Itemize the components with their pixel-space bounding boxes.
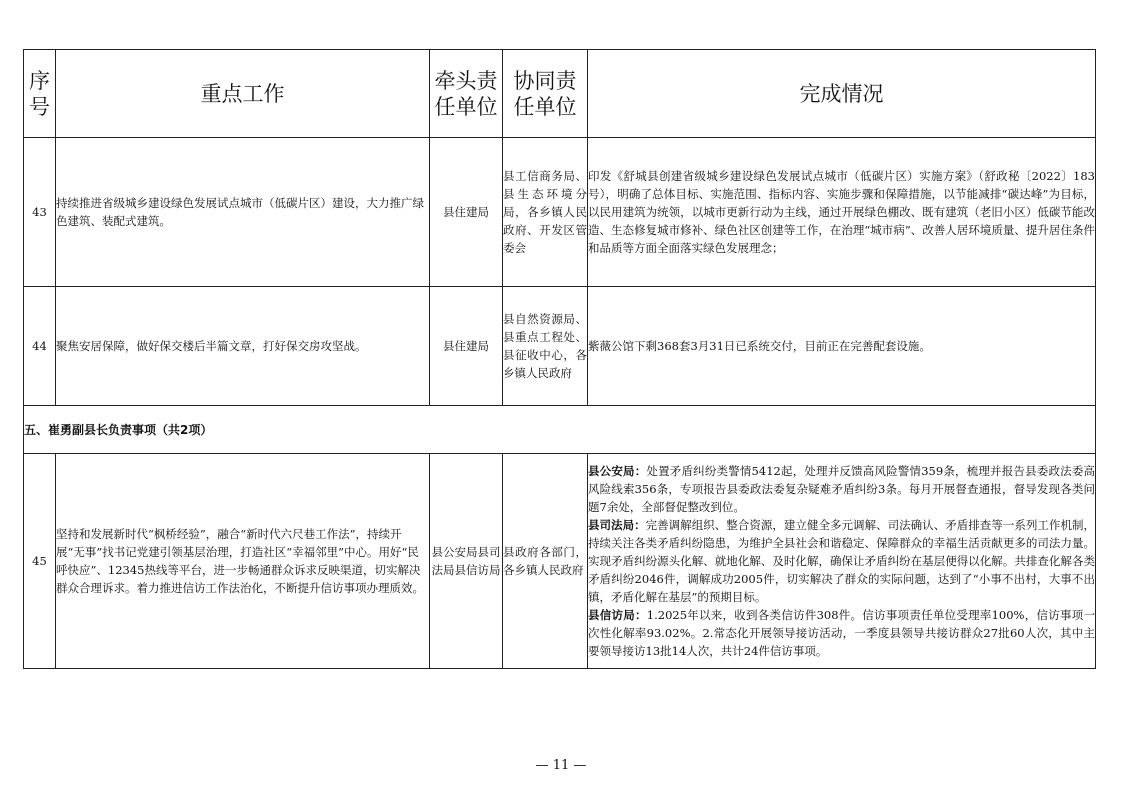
- status-entry-text: 处置矛盾纠纷类警情5412起，处理并反馈高风险警情359条，梳理并报告县委政法委高风险线索356条，专项报告县委政法委复杂疑难矛盾纠纷3条。每月开展督查通报，督导发现各类问题7余处，全部督促整改到位。: [588, 464, 1096, 514]
- row-lead-unit: 县住建局: [430, 287, 503, 406]
- row-status: 印发《舒城县创建省级城乡建设绿色发展试点城市（低碳片区）实施方案》（舒政秘〔2022〕183号），明确了总体目标、实施范围、指标内容、实施步骤和保障措施，以节能减排“碳达峰”为目标，以民用建筑为统领，以城市更新行动为主线，通过开展绿色棚改、既有建筑（老旧小区）低碳节能改造、生态修复城市修补、绿色社区创建等工作，在治理“城市病”、改善人居环境质量、提升居住条件和品质等方面全面落实绿色发展理念；: [588, 138, 1096, 287]
- row-lead-unit: 县公安局县司法局县信访局: [430, 454, 503, 669]
- row-status: 紫薇公馆下剩368套3月31日已系统交付，目前正在完善配套设施。: [588, 287, 1096, 406]
- row-number: 45: [24, 454, 56, 669]
- status-entry: [588, 606, 1095, 660]
- header-key-work: 重点工作: [56, 50, 430, 138]
- status-entry-text: 完善调解组织、整合资源，建立健全多元调解、司法确认、矛盾排查等一系列工作机制，持续关注各类矛盾纠纷隐患，为维护全县社会和谐稳定、保障群众的幸福生活贡献更多的司法力量。实现矛盾纠纷源头化解、就地化解、及时化解，确保让矛盾纠纷在基层便得以化解。共排查化解各类矛盾纠纷2046件，调解成功2005件，切实解决了群众的实际问题，达到了“小事不出村，大事不出镇，矛盾化解在基层”的预期目标。: [588, 518, 1096, 604]
- row-key-work: 坚持和发展新时代“枫桥经验”，融合“新时代六尺巷工作法”，持续开展“无事”找书记党建引领基层治理，打造社区“幸福邻里”中心。用好“民呼快应”、12345热线等平台，进一步畅通群众诉求反映渠道，切实解决群众合理诉求。着力推进信访工作法治化，不断提升信访事项办理质效。: [56, 454, 430, 669]
- header-lead-unit: 牵头责任单位: [430, 50, 503, 138]
- status-entry: [588, 462, 1095, 516]
- row-lead-unit: 县住建局: [430, 138, 503, 287]
- row-assist-unit: 县政府各部门，各乡镇人民政府: [503, 454, 588, 669]
- row-key-work: 持续推进省级城乡建设绿色发展试点城市（低碳片区）建设，大力推广绿色建筑、装配式建筑。: [56, 138, 430, 287]
- section-title: 五、崔勇副县长负责事项（共2项）: [24, 406, 1096, 454]
- table-row: [24, 454, 1096, 669]
- header-assist-unit: 协同责任单位: [503, 50, 588, 138]
- table-header-row: [24, 50, 1096, 138]
- header-status: 完成情况: [588, 50, 1096, 138]
- row-status: [588, 454, 1096, 669]
- status-entry-text: 1.2025年以来，收到各类信访件308件。信访事项责任单位受理率100%，信访事项一次性化解率93.02%。2.常态化开展领导接访活动，一季度县领导共接访群众27批60人次，其中主要领导接访13批14人次，共计24件信访事项。: [588, 608, 1096, 658]
- page-number: — 11 —: [535, 758, 587, 773]
- section-row: [24, 406, 1096, 454]
- table-row: [24, 287, 1096, 406]
- status-entry-head: 县公安局：: [588, 464, 647, 478]
- row-number: 43: [24, 138, 56, 287]
- status-entry-head: 县司法局：: [588, 518, 646, 532]
- table-row: [24, 138, 1096, 287]
- row-key-work: 聚焦安居保障，做好保交楼后半篇文章，打好保交房攻坚战。: [56, 287, 430, 406]
- work-progress-table: [23, 49, 1096, 669]
- header-seq: 序号: [24, 50, 56, 138]
- row-assist-unit: 县工信商务局、县生态环境分局，各乡镇人民政府、开发区管委会: [503, 138, 588, 287]
- status-entry-head: 县信访局：: [588, 608, 647, 622]
- row-assist-unit: 县自然资源局、县重点工程处、县征收中心，各乡镇人民政府: [503, 287, 588, 406]
- status-entry: [588, 516, 1095, 606]
- row-number: 44: [24, 287, 56, 406]
